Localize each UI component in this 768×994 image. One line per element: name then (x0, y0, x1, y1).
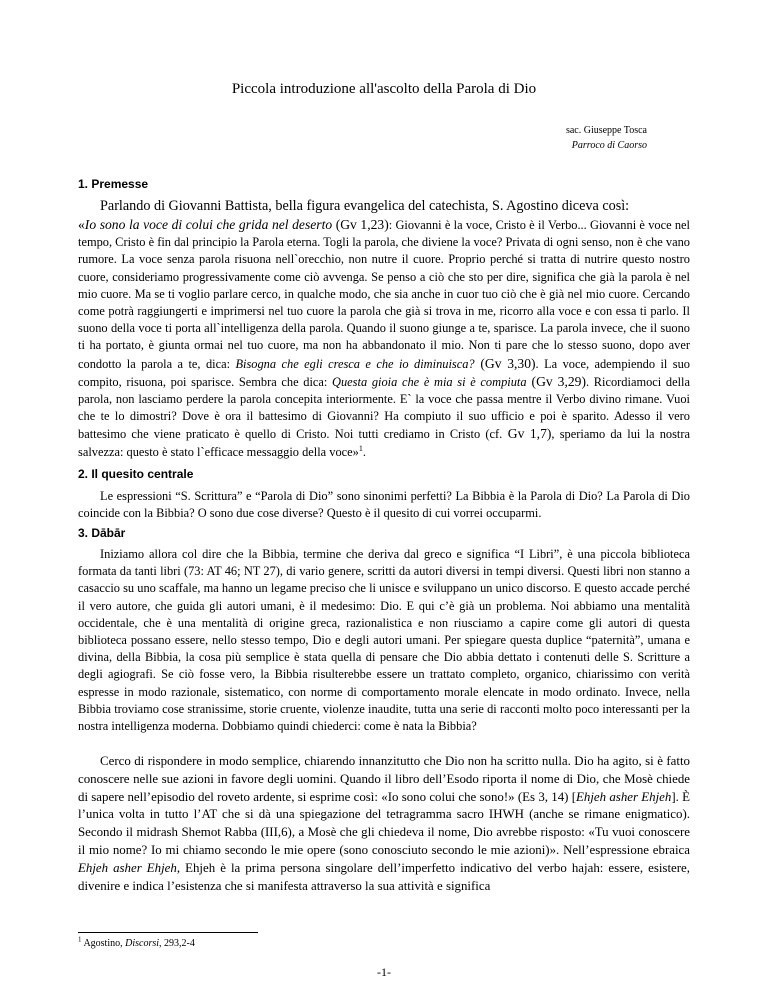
page-number: -1- (377, 965, 391, 979)
paragraph-nome-di-dio: Cerco di rispondere in modo semplice, chiarendo innanzitutto che Dio non ha scritto nulla. Dio ha agito, si è fatto conoscere nelle sue azioni in favore degli uomini. Quando il libro dell’Esodo riporta il nome di Dio, che Mosè chiede di sapere nell’episodio del roveto ardente, si esprime così: «Io sono colui che sono!» (Es 3, 14) [Ehjeh asher Ehjeh]. È l’unica volta in tutto l’AT che si dà una spiegazione del tetragramma sacro IHWH (anche se rimane enigmatico). Secondo il midrash Shemot Rabba (III,6), a Mosè che gli chiedeva il nome, Dio avrebbe risposto: «Tu vuoi conoscere il mio nome? Io mi chiamo secondo le mie opere (sono conosciuto secondo le mie azioni)». Nell’espressione ebraica Ehjeh asher Ehjeh, Ehjeh è la prima persona singolare dell’imperfetto indicativo del verbo hajah: essere, esistere, divenire e indica l’esistenza che si manifesta attraverso la sua attività e significa (78, 754, 691, 893)
footnote-marker: 1 (358, 443, 363, 453)
section-heading-quesito: 2. Il quesito centrale (78, 467, 194, 481)
section-heading-premesse: 1. Premesse (78, 177, 149, 191)
footnote-separator (78, 932, 258, 933)
document-title: Piccola introduzione all'ascolto della Parola di Dio (231, 81, 537, 97)
section-heading-dabar: 3. Dābār (78, 526, 126, 540)
author-name: sac. Giuseppe Tosca (565, 125, 647, 136)
paragraph-premesse (78, 197, 690, 461)
paragraph-intro: Parlando di Giovanni Battista, bella figura evangelica del catechista, S. Agostino diceva così: (100, 198, 630, 214)
author-role: Parroco di Caorso (571, 140, 647, 151)
paragraph-quesito: Le espressioni “S. Scrittura” e “Parola di Dio” sono sinonimi perfetti? La Bibbia è la Parola di Dio? La Parola di Dio coincide con la Bibbia? O sono due cose diverse? Questo è il quesito di cui vorrei occuparmi. (78, 489, 690, 521)
footnote: $^1$ Agostino, Discorsi, 293,2-4 (78, 935, 195, 949)
paragraph-dabar: Iniziamo allora col dire che la Bibbia, termine che deriva dal greco e significa “I Libri”, è una piccola biblioteca formata da tanti libri (73: AT 46; NT 27), di vario genere, scritti da autori diversi in tempi diversi. Questi libri non stanno a casaccio su uno scaffale, ma hanno un legame preciso che li unisce e sviluppano un unico discorso. E questo accade perché il vero autore, che guida gli autori umani, è il medesimo: Dio. E qui c’è già un problema. Noi abbiamo una mentalità occidentale, che è una mentalità di origine greca, razionalistica e non riusciamo a capire come gli autori di questa biblioteca possano essere, nello stesso tempo, Dio e degli autori umani. Per spiegare questa duplice “paternità”, umana e divina, della Bibbia, la cosa più semplice è stata quella di pensare che Dio abbia dettato i contenuti delle S. Scritture a degli agiografi. Se ciò fosse vero, la Bibbia risulterebbe essere un trattato completo, organico, chiarissimo con verità espresse in modo razionale, sistematico, con norme di comportamento morale elencate in modo ordinato. Invece, nella Bibbia troviamo cose stranissime, storie cruente, violenze inaudite, tutta una serie di racconti molto poco interessanti per la nostra intelligenza moderna. Dobbiamo quindi chiederci: come è nata la Bibbia? (78, 547, 690, 734)
paragraph-quote: «Io sono la voce di colui che grida nel deserto (Gv 1,23): Giovanni è la voce, Cristo è il Verbo... Giovanni è voce nel tempo, Cristo è fin dal principio la Parola eterna. Togli la parola, che diviene la voce? Privata di ogni senso, non è che vano rumore. La voce senza parola risuona nell`orecchio, non nutre il cuore. Proprio perché si tratta di nutrire questo nostro cuore, consideriamo progressivamente come ciò avvenga. Se penso a ciò che sto per dire, significa che già la parola è nel mio cuore. Ma se ti voglio parlare cerco, in qualche modo, che sia anche in cuor tuo ciò che è già nel mio cuore. Cercando come potrà raggiungerti e imprimersi nel tuo cuore la parola che già si trova in me, ricorro alla voce e con essa ti parlo. Il suono della voce ti porta all`intelligenza della parola. Quando il suono giunge a te, sparisce. La parola invece, che il suono ti ha portato, è giunta ormai nel tuo cuore, ma non ha abbandonato il mio. Non ti pare che lo stesso suono, dopo aver condotto la parola a te, dica: Bisogna che egli cresca e che io diminuisca? (Gv 3,30). La voce, adempiendo il suo compito, risuona, poi sparisce. Sembra che dica: Questa gioia che è mia si è compiuta (Gv 3,29). Ricordiamoci della parola, non lasciamo perdere la parola concepita interiormente. E` la voce che passa mentre il Verbo divino rimane. Vuoi che te lo dimostri? Dove è ora il battesimo di Giovanni? Ha compiuto il suo ufficio e poi è sparito. Adesso il vero battesimo che viene praticato è quello di Cristo. Noi tutti crediamo in Cristo (cf. Gv 1,7), speriamo da lui la nostra salvezza: questo è stato l`efficace messaggio della voce»$^1$. (78, 217, 690, 459)
